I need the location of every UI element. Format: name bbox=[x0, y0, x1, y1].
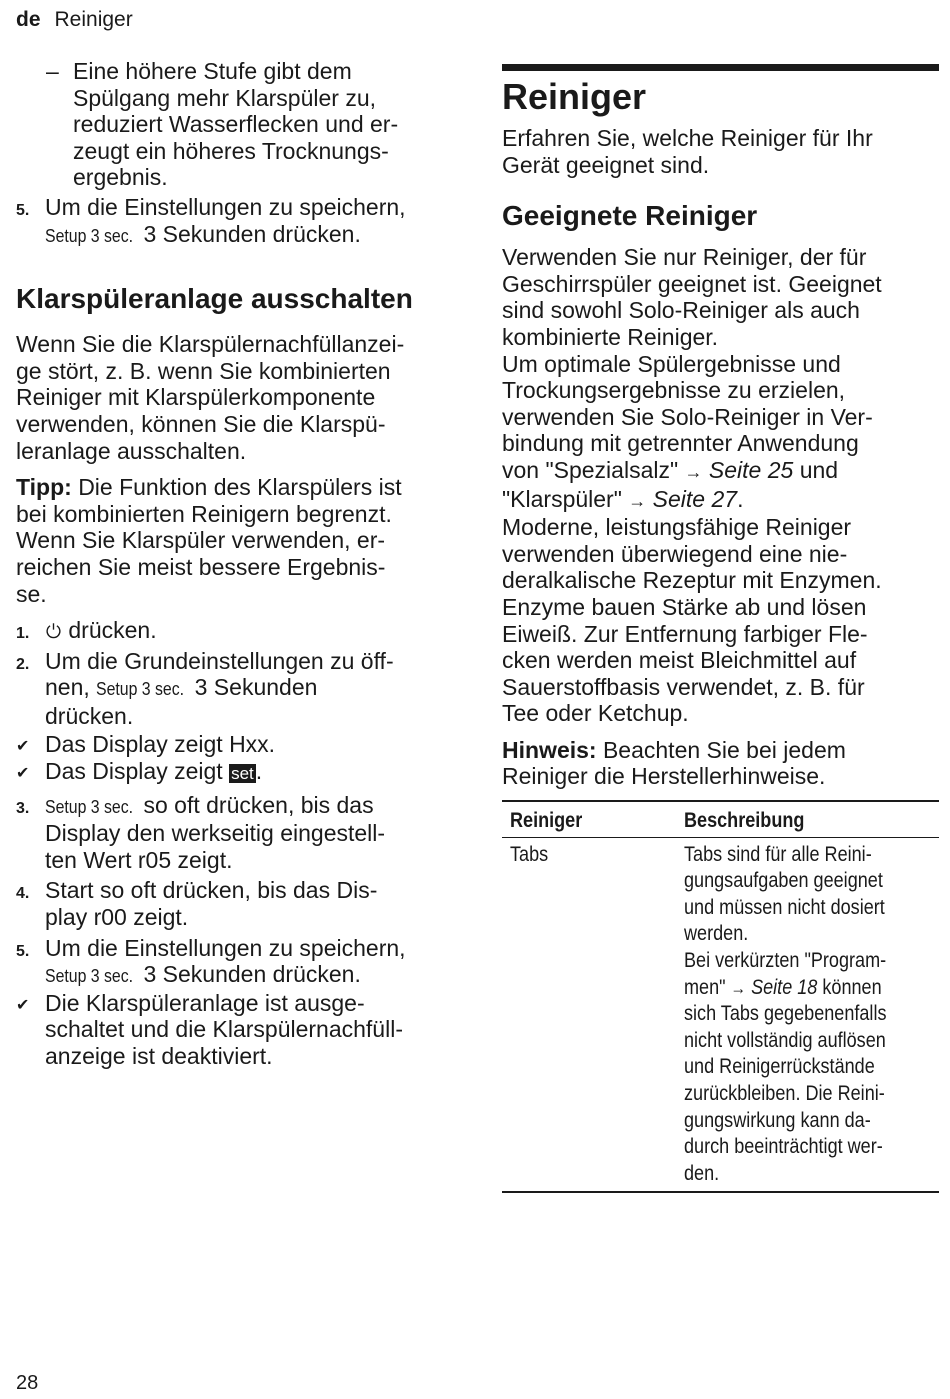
text-line: drücken. bbox=[45, 702, 134, 729]
text-line: so oft drücken, bis das Dis- bbox=[99, 877, 378, 904]
text-line: Um die Einstellungen zu speichern, bbox=[45, 934, 406, 961]
text-line: Eiweiß. Zur Entfernung farbiger Fle- bbox=[502, 620, 868, 647]
column-header-cleaner: Reiniger bbox=[510, 809, 583, 833]
text-line: und Reinigerrückstände bbox=[684, 1055, 875, 1079]
text-line: gungsaufgaben geeignet bbox=[684, 869, 883, 893]
text-line: Gerät geeignet sind. bbox=[502, 151, 710, 178]
note-paragraph bbox=[502, 737, 939, 790]
page-reference-link[interactable]: Seite 27 bbox=[652, 485, 738, 512]
setup-button-label: Setup 3 sec. bbox=[45, 796, 134, 817]
page-header bbox=[16, 8, 133, 32]
arrow-icon: → bbox=[684, 461, 703, 482]
text-line: schaltet und die Klarspülernachfüll- bbox=[45, 1016, 403, 1043]
text-line: Um die Grundeinstellungen zu öff- bbox=[45, 647, 394, 674]
check-icon: ✔ bbox=[16, 765, 30, 783]
text-line: Um optimale Spülergebnisse und bbox=[502, 350, 841, 377]
text-line: den. bbox=[684, 1161, 720, 1185]
description-cell bbox=[676, 837, 939, 1192]
text-line: können bbox=[822, 975, 882, 999]
text-line: Reiniger die Herstellerhinweise. bbox=[502, 763, 826, 790]
result-item bbox=[16, 990, 456, 1070]
text-line: Geschirrspüler geeignet ist. Geeignet bbox=[502, 270, 882, 297]
page-reference-link[interactable]: Seite 18 bbox=[751, 975, 818, 999]
step-5-save bbox=[16, 935, 456, 990]
text-line: se. bbox=[16, 580, 47, 607]
display-set-indicator: set bbox=[231, 764, 254, 784]
right-column bbox=[502, 64, 939, 1193]
note-label: Hinweis: bbox=[502, 736, 597, 763]
section-name: Reiniger bbox=[54, 8, 133, 31]
text-line: Sauerstoffbasis verwendet, z. B. für bbox=[502, 673, 865, 700]
text-line: reduziert Wasserflecken und er- bbox=[73, 111, 399, 138]
text-line: Um die Einstellungen zu speichern, bbox=[45, 193, 406, 220]
text-line: Trockungsergebnisse zu erzielen, bbox=[502, 377, 846, 404]
text-line: Erfahren Sie, welche Reiniger für Ihr bbox=[502, 125, 873, 151]
title-rule bbox=[502, 64, 939, 71]
text-line: werden. bbox=[684, 922, 749, 946]
text-line: Display den werkseitig eingestell- bbox=[45, 820, 386, 847]
language-code: de bbox=[16, 8, 41, 31]
text-line: von "Spezialsalz" bbox=[502, 456, 679, 483]
period: . bbox=[737, 485, 744, 512]
text-line: ten Wert r05 zeigt. bbox=[45, 846, 233, 873]
text-line: play r00 zeigt. bbox=[45, 904, 189, 931]
text-line: bindung mit getrennter Anwendung bbox=[502, 430, 859, 457]
text-line: Verwenden Sie nur Reiniger, der für bbox=[502, 244, 867, 271]
text-line: ergebnis. bbox=[73, 164, 168, 191]
tip-label: Tipp: bbox=[16, 474, 72, 501]
text-line: deralkalische Rezeptur mit Enzymen. bbox=[502, 567, 882, 594]
text-line: bei kombinierten Reinigern begrenzt. bbox=[16, 500, 392, 527]
cleaner-table bbox=[502, 800, 939, 1193]
section-heading: Klarspüleranlage ausschalten bbox=[16, 283, 413, 315]
text-line: cken werden meist Bleichmittel auf bbox=[502, 647, 857, 674]
text-line: verwenden Sie Solo-Reiniger in Ver- bbox=[502, 403, 873, 430]
intro-paragraph bbox=[502, 125, 939, 178]
text-line: Die Klarspüleranlage ist ausge- bbox=[45, 989, 365, 1016]
body-paragraph bbox=[502, 244, 939, 727]
result-item bbox=[16, 758, 456, 788]
text-line: reichen Sie meist bessere Ergebnis- bbox=[16, 553, 386, 580]
step-number: 4. bbox=[16, 885, 30, 903]
step-number: 1. bbox=[16, 625, 30, 643]
step-2-settings bbox=[16, 648, 456, 730]
setup-button-label: Setup 3 sec. bbox=[96, 679, 185, 700]
page-title: Reiniger bbox=[502, 76, 647, 117]
text-line: 3 Sekunden drücken. bbox=[143, 220, 361, 247]
step-number: 5. bbox=[16, 201, 30, 219]
text-line: Spülgang mehr Klarspüler zu, bbox=[73, 84, 376, 111]
text-line: Das Display zeigt bbox=[45, 758, 223, 785]
text-line: "Klarspüler" bbox=[502, 485, 622, 512]
text-line: leranlage ausschalten. bbox=[16, 437, 247, 464]
text-line: ge stört, z. B. wenn Sie kombinierten bbox=[16, 357, 391, 384]
text-line: Bei verkürzten "Program- bbox=[684, 949, 887, 973]
text-line: Tabs sind für alle Reini- bbox=[684, 842, 872, 866]
table-header-row bbox=[502, 801, 939, 837]
text-line: Das Display zeigt Hxx. bbox=[45, 731, 276, 758]
text-line: Reiniger mit Klarspülerkomponente bbox=[16, 384, 376, 411]
text-line: und bbox=[799, 456, 839, 483]
step-number: 3. bbox=[16, 799, 30, 817]
text-line: Tee oder Ketchup. bbox=[502, 700, 689, 727]
section-heading: Geeignete Reiniger bbox=[502, 200, 758, 232]
text-line: 3 Sekunden bbox=[194, 674, 318, 701]
text-line: Moderne, leistungsfähige Reiniger bbox=[502, 514, 852, 541]
text-line: men" bbox=[684, 975, 726, 999]
setup-button-label: Setup 3 sec. bbox=[45, 225, 134, 246]
page-number: 28 bbox=[16, 1372, 39, 1394]
table-row bbox=[502, 837, 939, 1192]
cleaner-name-cell: Tabs bbox=[510, 842, 549, 866]
text-line: nicht vollständig auflösen bbox=[684, 1028, 886, 1052]
left-column bbox=[16, 58, 456, 1070]
step-3-setup bbox=[16, 792, 456, 874]
text-line: Beachten Sie bei jedem bbox=[602, 736, 846, 763]
text-line: 3 Sekunden drücken. bbox=[143, 961, 361, 988]
text-line: sind sowohl Solo-Reiniger als auch bbox=[502, 297, 860, 324]
check-icon: ✔ bbox=[16, 996, 30, 1014]
start-button-label: Start bbox=[45, 877, 94, 904]
tip-paragraph bbox=[16, 474, 456, 607]
text-line: verwenden überwiegend eine nie- bbox=[502, 540, 848, 567]
column-header-description: Beschreibung bbox=[684, 809, 805, 833]
text-line: Eine höhere Stufe gibt dem bbox=[73, 58, 352, 84]
text-line: zurückbleiben. Die Reini- bbox=[684, 1082, 885, 1105]
text-line: kombinierte Reiniger. bbox=[502, 323, 719, 350]
text-line: gungswirkung kann da- bbox=[684, 1108, 871, 1132]
intro-paragraph bbox=[16, 331, 456, 464]
step-number: 5. bbox=[16, 942, 30, 960]
step-1-power bbox=[16, 617, 456, 644]
text-line: Die Funktion des Klarspülers ist bbox=[78, 474, 402, 501]
text-line: anzeige ist deaktiviert. bbox=[45, 1043, 273, 1069]
check-icon: ✔ bbox=[16, 738, 30, 756]
step-5-save bbox=[16, 194, 456, 249]
text-line: verwenden, können Sie die Klarspü- bbox=[16, 410, 386, 437]
dash-bullet: – bbox=[46, 58, 59, 84]
power-icon bbox=[45, 622, 62, 639]
text-line: Wenn Sie Klarspüler verwenden, er- bbox=[16, 527, 386, 554]
setup-button-label: Setup 3 sec. bbox=[45, 966, 134, 987]
text-line: Enzyme bauen Stärke ab und lösen bbox=[502, 593, 867, 620]
page-reference-link[interactable]: Seite 25 bbox=[708, 456, 794, 483]
text-line: zeugt ein höheres Trocknungs- bbox=[73, 137, 389, 164]
text-line: drücken. bbox=[68, 617, 157, 644]
text-line: durch beeinträchtigt wer- bbox=[684, 1135, 883, 1159]
text-line: nen, bbox=[45, 674, 90, 701]
result-item bbox=[16, 731, 456, 758]
step-number: 2. bbox=[16, 655, 30, 673]
period: . bbox=[255, 758, 263, 785]
text-line: sich Tabs gegebenenfalls bbox=[684, 1002, 887, 1026]
arrow-icon: → bbox=[628, 490, 647, 511]
text-line: Wenn Sie die Klarspülernachfüllanzei- bbox=[16, 331, 405, 358]
text-line: so oft drücken, bis das bbox=[143, 791, 374, 818]
dash-list-item bbox=[16, 58, 456, 191]
text-line: und müssen nicht dosiert bbox=[684, 895, 885, 919]
arrow-icon: → bbox=[730, 977, 747, 998]
step-4-start bbox=[16, 877, 456, 930]
